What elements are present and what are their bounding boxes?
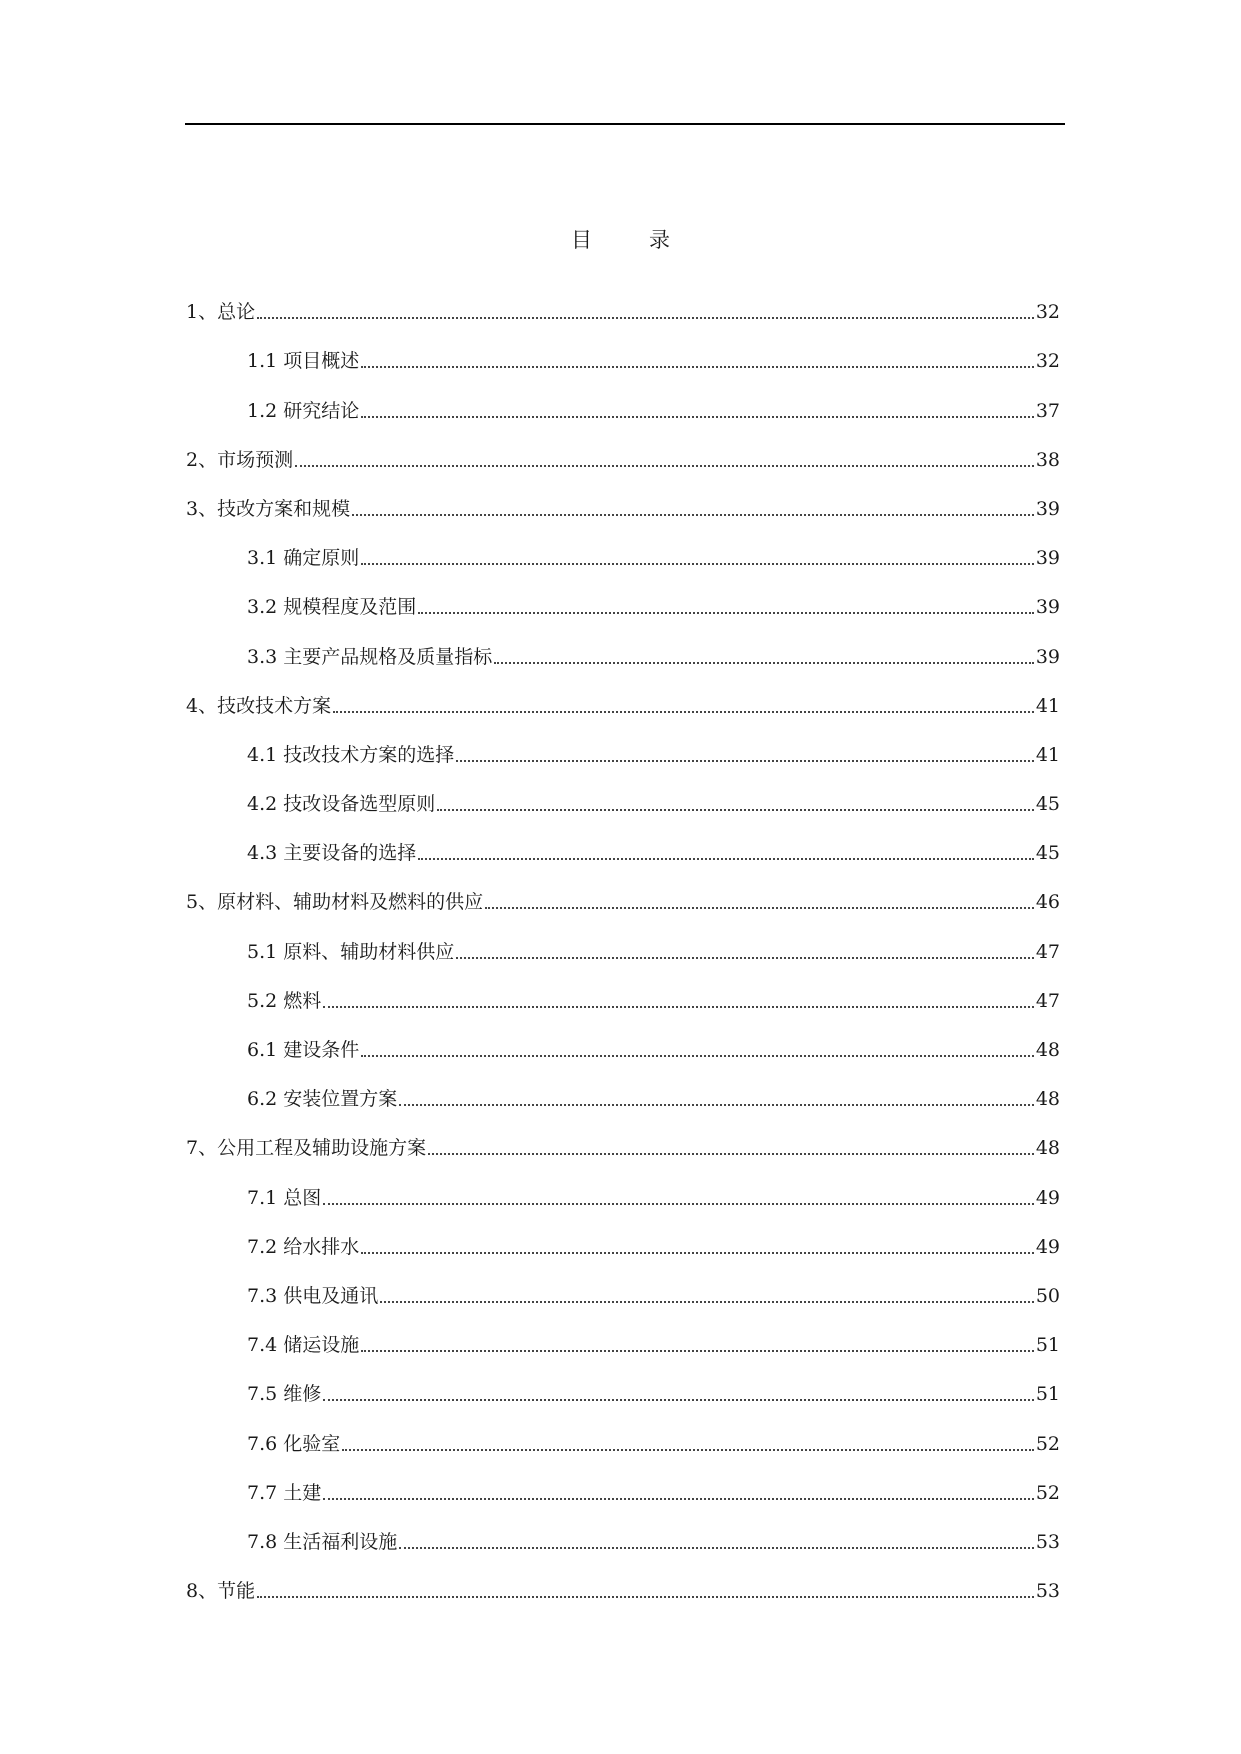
- toc-dot-leader: [257, 1596, 1034, 1598]
- toc-dot-leader: [361, 563, 1034, 565]
- toc-dot-leader: [380, 1301, 1034, 1303]
- toc-entry[interactable]: [186, 718, 1060, 767]
- toc-dot-leader: [437, 809, 1034, 811]
- toc-entry-label: 5.1 原料、辅助材料供应: [247, 940, 455, 963]
- toc-dot-leader: [361, 1055, 1034, 1057]
- toc-entry[interactable]: [186, 1062, 1060, 1111]
- toc-dot-leader: [295, 465, 1034, 467]
- toc-entry[interactable]: [186, 1111, 1060, 1160]
- toc-dot-leader: [456, 957, 1034, 959]
- toc-entry[interactable]: [186, 275, 1060, 324]
- toc-entry[interactable]: [186, 914, 1060, 963]
- toc-entry[interactable]: [186, 964, 1060, 1013]
- toc-dot-leader: [361, 366, 1034, 368]
- toc-entry-label: 4、技改技术方案: [186, 694, 332, 717]
- toc-dot-leader: [418, 858, 1034, 860]
- toc-title: 目 录: [571, 228, 688, 252]
- toc-entry[interactable]: [186, 767, 1060, 816]
- toc-dot-leader: [456, 760, 1034, 762]
- toc-entry[interactable]: [186, 1160, 1060, 1209]
- toc-dot-leader: [323, 1006, 1034, 1008]
- toc-entry-label: 4.1 技改技术方案的选择: [247, 743, 455, 766]
- toc-page-number: 41: [1035, 694, 1060, 717]
- toc-dot-leader: [361, 416, 1034, 418]
- toc-entry[interactable]: [186, 619, 1060, 668]
- toc-dot-leader: [428, 1153, 1034, 1155]
- toc-entry[interactable]: [186, 669, 1060, 718]
- toc-page-number: 49: [1035, 1186, 1060, 1209]
- toc-dot-leader: [399, 1547, 1034, 1549]
- toc-entry-label: 1.1 项目概述: [247, 350, 360, 373]
- toc-page-number: 52: [1035, 1481, 1060, 1504]
- toc-entry-label: 7.8 生活福利设施: [247, 1530, 398, 1553]
- toc-entry-label: 7.3 供电及通讯: [247, 1284, 379, 1307]
- toc-page-number: 51: [1035, 1383, 1060, 1406]
- toc-entry-label: 8、节能: [186, 1580, 256, 1603]
- toc-entry-label: 6.2 安装位置方案: [247, 1088, 398, 1111]
- toc-page-number: 48: [1035, 1137, 1060, 1160]
- toc-page-number: 39: [1035, 547, 1060, 570]
- toc-page-number: 48: [1035, 1088, 1060, 1111]
- toc-entry-label: 7.6 化验室: [247, 1432, 341, 1455]
- toc-entry[interactable]: [186, 570, 1060, 619]
- toc-entry[interactable]: [186, 1406, 1060, 1455]
- toc-entry[interactable]: [186, 865, 1060, 914]
- toc-entry-label: 6.1 建设条件: [247, 1039, 360, 1061]
- toc-entry-label: 1.2 研究结论: [247, 399, 360, 422]
- toc-page-number: 38: [1035, 448, 1060, 471]
- toc-entry-label: 1、总论: [186, 301, 256, 324]
- toc-entry[interactable]: [186, 1210, 1060, 1259]
- toc-dot-leader: [333, 711, 1034, 713]
- toc-entry[interactable]: [186, 1554, 1060, 1603]
- toc-entry-label: 7.5 维修: [247, 1383, 322, 1406]
- toc-entry-label: 7.4 储运设施: [247, 1334, 360, 1357]
- toc-page-number: 39: [1035, 497, 1060, 520]
- toc-dot-leader: [361, 1252, 1034, 1254]
- toc-page-number: 49: [1035, 1235, 1060, 1258]
- toc-dot-leader: [323, 1399, 1034, 1401]
- toc-entry-label: 4.3 主要设备的选择: [247, 842, 417, 865]
- toc-page-number: 47: [1035, 989, 1060, 1012]
- toc-dot-leader: [323, 1498, 1034, 1500]
- toc-entry[interactable]: [186, 521, 1060, 570]
- toc-page-number: 47: [1035, 940, 1060, 963]
- table-of-contents: [186, 275, 1060, 1603]
- toc-page-number: 45: [1035, 842, 1060, 865]
- toc-page-number: 53: [1035, 1580, 1060, 1603]
- toc-dot-leader: [352, 514, 1034, 516]
- toc-page-number: 37: [1035, 399, 1060, 422]
- toc-entry-label: 7.2 给水排水: [247, 1235, 360, 1258]
- toc-page-number: 32: [1035, 301, 1060, 324]
- toc-entry-label: 3.1 确定原则: [247, 547, 360, 570]
- toc-page-number: 32: [1035, 350, 1060, 373]
- toc-entry[interactable]: [186, 816, 1060, 865]
- toc-entry[interactable]: [186, 324, 1060, 373]
- toc-entry-label: 3.2 规模程度及范围: [247, 596, 417, 619]
- toc-page-number: 39: [1035, 596, 1060, 619]
- toc-dot-leader: [342, 1449, 1034, 1451]
- toc-dot-leader: [485, 907, 1034, 909]
- toc-dot-leader: [257, 317, 1034, 319]
- toc-page-number: 51: [1035, 1334, 1060, 1357]
- toc-entry[interactable]: [186, 423, 1060, 472]
- header-rule: [185, 123, 1065, 125]
- toc-dot-leader: [399, 1104, 1034, 1106]
- toc-dot-leader: [323, 1203, 1034, 1205]
- toc-entry[interactable]: [186, 373, 1060, 422]
- toc-entry[interactable]: [186, 1308, 1060, 1357]
- toc-dot-leader: [361, 1350, 1034, 1352]
- toc-page-number: 53: [1035, 1530, 1060, 1553]
- toc-entry-label: 7.7 土建: [247, 1481, 322, 1504]
- toc-entry[interactable]: [186, 1357, 1060, 1406]
- toc-entry[interactable]: [186, 472, 1060, 521]
- toc-entry-label: 5.2 燃料: [247, 989, 322, 1012]
- toc-dot-leader: [418, 612, 1034, 614]
- toc-page-number: 52: [1035, 1432, 1060, 1455]
- toc-dot-leader: [494, 662, 1034, 664]
- toc-page-number: 45: [1035, 793, 1060, 816]
- toc-entry[interactable]: [186, 1505, 1060, 1554]
- toc-page-number: 48: [1035, 1039, 1060, 1061]
- toc-entry-label: 3、技改方案和规模: [186, 497, 351, 520]
- toc-entry-label: 5、原材料、辅助材料及燃料的供应: [186, 891, 484, 914]
- toc-entry-label: 7、公用工程及辅助设施方案: [186, 1137, 427, 1160]
- toc-page-number: 46: [1035, 891, 1060, 914]
- toc-entry[interactable]: [186, 1013, 1060, 1062]
- toc-page-number: 39: [1035, 645, 1060, 668]
- toc-entry-label: 3.3 主要产品规格及质量指标: [247, 645, 493, 668]
- toc-entry-label: 7.1 总图: [247, 1186, 322, 1209]
- toc-entry-label: 4.2 技改设备选型原则: [247, 793, 436, 816]
- toc-entry[interactable]: [186, 1456, 1060, 1505]
- toc-page-number: 50: [1035, 1284, 1060, 1307]
- toc-entry[interactable]: [186, 1259, 1060, 1308]
- toc-page-number: 41: [1035, 743, 1060, 766]
- toc-entry-label: 2、市场预测: [186, 448, 294, 471]
